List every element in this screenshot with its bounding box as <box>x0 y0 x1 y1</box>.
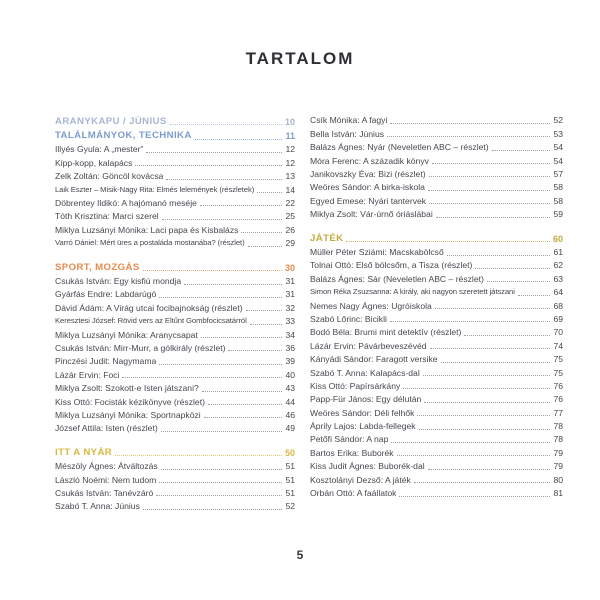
toc-page-ref: 62 <box>553 260 563 271</box>
toc-page-ref: 43 <box>285 383 295 394</box>
toc-entry-title: Csukás István: Mirr-Murr, a gólkirály (részlet) <box>55 342 226 353</box>
toc-entry-title: Móra Ferenc: A századik könyv <box>310 155 429 166</box>
dotted-leader <box>390 123 550 124</box>
toc-entry-row <box>310 378 563 391</box>
dotted-leader <box>403 388 550 389</box>
toc-page-ref: 58 <box>553 182 563 193</box>
toc-entry-title: Csukás István: Tanévzáró <box>55 487 154 498</box>
toc-page-ref: 50 <box>284 447 295 458</box>
toc-entry-row <box>55 313 295 326</box>
toc-page-ref: 46 <box>285 409 295 420</box>
toc-page-ref: 11 <box>285 131 295 141</box>
toc-entry-row <box>55 458 295 471</box>
toc-entry-row <box>55 393 295 406</box>
toc-page-ref: 76 <box>553 380 563 391</box>
toc-entry-title: Pinczési Judit: Nagymama <box>55 356 157 367</box>
toc-entry-row <box>55 471 295 484</box>
toc-entry-title: Csukás István: Egy kisfiú mondja <box>55 276 182 287</box>
dotted-leader <box>159 482 282 483</box>
toc-page-ref: 22 <box>285 197 295 208</box>
toc-entry-title: Miklya Zsolt: Vár-úrnő óriáslábai <box>310 209 433 220</box>
toc-entry-title: Weöres Sándor: A birka-iskola <box>310 182 425 193</box>
toc-page-ref: 76 <box>553 394 563 405</box>
toc-page-ref: 58 <box>553 195 563 206</box>
dotted-leader <box>475 268 550 269</box>
page-number: 5 <box>296 548 304 562</box>
toc-page-ref: 26 <box>285 224 295 235</box>
toc-entry-row <box>55 154 295 167</box>
toc-entry-row <box>310 324 563 337</box>
toc-page-ref: 32 <box>285 302 295 313</box>
toc-page-ref: 57 <box>553 168 563 179</box>
dotted-leader <box>184 284 282 285</box>
toc-page-ref: 70 <box>553 327 563 338</box>
toc-page-ref: 13 <box>285 171 295 182</box>
toc-page-ref: 30 <box>284 262 295 273</box>
dotted-leader <box>387 136 550 137</box>
toc-entry-title: Egyed Emese: Nyári tantervek <box>310 195 427 206</box>
toc-entry-row <box>310 112 563 125</box>
dotted-leader <box>161 469 283 470</box>
toc-entry-row <box>310 284 563 297</box>
toc-entry-title: Müller Péter Sziámi: Macskabölcső <box>310 247 444 258</box>
toc-entry-row <box>310 444 563 457</box>
toc-entry-row <box>310 485 563 498</box>
dotted-leader <box>346 241 550 242</box>
toc-page-ref: 51 <box>285 461 295 472</box>
toc-page-ref: 77 <box>553 407 563 418</box>
toc-page-ref: 69 <box>553 313 563 324</box>
toc-page-ref: 63 <box>553 273 563 284</box>
toc-section-row <box>310 229 563 244</box>
toc-page-ref: 54 <box>553 155 563 166</box>
dotted-leader <box>447 255 551 256</box>
toc-page-ref: 81 <box>553 488 563 499</box>
toc-entry-title: Varró Dániel: Mért üres a postaláda mostanába? (részlet) <box>55 238 245 248</box>
toc-entry-row <box>55 407 295 420</box>
dotted-leader <box>417 415 550 416</box>
toc-entry-title: Tóth Krisztina: Marci szerel <box>55 211 159 222</box>
dotted-leader <box>146 152 282 153</box>
toc-entry-row <box>310 311 563 324</box>
toc-entry-row <box>310 206 563 219</box>
dotted-leader <box>492 150 551 151</box>
dotted-leader <box>246 310 283 311</box>
toc-entry-row <box>55 353 295 366</box>
toc-entry-title: Papp-Für János: Egy délután <box>310 394 422 405</box>
toc-entry-row <box>55 485 295 498</box>
toc-entry-title: Szabó Lőrinc: Bicikli <box>310 313 387 324</box>
toc-entry-row <box>310 418 563 431</box>
dotted-leader <box>435 308 551 309</box>
toc-page-ref: 29 <box>285 238 295 249</box>
toc-page-ref: 78 <box>553 434 563 445</box>
dotted-leader <box>436 217 551 218</box>
toc-page-ref: 52 <box>285 501 295 512</box>
dotted-leader <box>202 391 283 392</box>
toc-page-ref: 75 <box>553 367 563 378</box>
toc-entry-row <box>310 431 563 444</box>
toc-page-ref: 49 <box>285 423 295 434</box>
toc-page-ref: 12 <box>285 144 295 155</box>
toc-entry-row <box>310 152 563 165</box>
toc-page-ref: 51 <box>285 487 295 498</box>
toc-entry-title: József Attila: Isten (részlet) <box>55 423 158 434</box>
dotted-leader <box>429 203 550 204</box>
toc-entry-row <box>310 192 563 205</box>
dotted-leader <box>430 348 551 349</box>
toc-page-ref: 80 <box>553 474 563 485</box>
toc-entry-row <box>310 244 563 257</box>
dotted-leader <box>414 482 551 483</box>
dotted-leader <box>390 321 551 322</box>
toc-entry-row <box>55 286 295 299</box>
toc-entry-title: Gyárfás Endre: Labdarúgó <box>55 289 157 300</box>
toc-section-row <box>55 258 295 273</box>
dotted-leader <box>166 179 282 180</box>
toc-page-ref: 51 <box>285 474 295 485</box>
dotted-leader <box>228 350 282 351</box>
toc-entry-title: Kiss Ottó: Papírsárkány <box>310 380 401 391</box>
toc-page-ref: 79 <box>553 447 563 458</box>
toc-entry-title: Miklya Luzsányi Mónika: Laci papa és Kisbalázs <box>55 224 239 235</box>
toc-entry-title: Miklya Luzsányi Mónika: Sportnapközi <box>55 409 201 420</box>
toc-page-ref: 14 <box>285 184 295 195</box>
toc-entry-row <box>55 141 295 154</box>
toc-page-ref: 31 <box>285 289 295 300</box>
toc-entry-row <box>310 270 563 283</box>
dotted-leader <box>399 496 550 497</box>
toc-page-ref: 54 <box>553 142 563 153</box>
toc-entry-row <box>310 458 563 471</box>
dotted-leader <box>143 509 283 510</box>
toc-entry-title: Dávid Ádám: A Virág utcai focibajnokság (részlet) <box>55 302 243 313</box>
dotted-leader <box>464 335 550 336</box>
toc-page-ref: 61 <box>553 247 563 258</box>
toc-column-right <box>310 112 563 511</box>
dotted-leader <box>156 495 282 496</box>
dotted-leader <box>391 442 550 443</box>
toc-entry-title: Bella István: Június <box>310 128 385 139</box>
dotted-leader <box>122 377 282 378</box>
dotted-leader <box>241 232 282 233</box>
toc-entry-title: Nemes Nagy Ágnes: Ugróiskola <box>310 300 432 311</box>
dotted-leader <box>135 165 282 166</box>
toc-page-ref: 34 <box>285 329 295 340</box>
dotted-leader <box>159 297 282 298</box>
toc-entry-title: Illyés Gyula: A „mester” <box>55 144 144 155</box>
toc-page-ref: 53 <box>553 128 563 139</box>
toc-entry-title: Miklya Luzsányi Mónika: Aranycsapat <box>55 329 198 340</box>
dotted-leader <box>170 124 282 125</box>
toc-entry-title: Keresztesi József: Rövid vers az Eltűnt Gombfocicsatárról <box>55 316 247 326</box>
dotted-leader <box>428 190 550 191</box>
toc-entry-title: Lázár Ervin: Foci <box>55 369 120 380</box>
dotted-leader <box>115 455 282 456</box>
toc-page-ref: 12 <box>285 157 295 168</box>
toc-entry-row <box>55 208 295 221</box>
dotted-leader <box>162 219 283 220</box>
table-of-contents <box>55 112 563 511</box>
toc-entry-title: Áprily Lajos: Labda-fellegek <box>310 421 416 432</box>
toc-entry-title: Miklya Zsolt: Szokott-e Isten játszani? <box>55 383 199 394</box>
toc-entry-row <box>310 166 563 179</box>
toc-entry-title: Simon Réka Zsuzsanna: A király, aki nagyon szeretett játszani <box>310 287 515 297</box>
toc-entry-row <box>55 168 295 181</box>
toc-entry-row <box>310 471 563 484</box>
toc-entry-title: Mészöly Ágnes: Átváltozás <box>55 461 158 472</box>
dotted-leader <box>419 429 551 430</box>
dotted-leader <box>195 139 283 140</box>
toc-page-ref: 59 <box>553 209 563 220</box>
dotted-leader <box>397 455 551 456</box>
toc-entry-row <box>55 366 295 379</box>
toc-section-title: TALÁLMÁNYOK, TECHNIKA <box>55 130 192 141</box>
toc-entry-row <box>55 326 295 339</box>
toc-page-ref: 75 <box>553 354 563 365</box>
dotted-leader <box>428 469 551 470</box>
dotted-leader <box>208 404 282 405</box>
toc-entry-title: Szabó T. Anna: Június <box>55 501 140 512</box>
toc-entry-title: Szabó T. Anna: Kalapács-dal <box>310 367 420 378</box>
toc-page-ref: 52 <box>553 115 563 126</box>
toc-entry-title: Tolnai Ottó: Első bölcsőm, a Tisza (részlet) <box>310 260 473 271</box>
toc-entry-title: Kiss Ottó: Focisták kézikönyve (részlet) <box>55 396 205 407</box>
dotted-leader <box>487 281 551 282</box>
dotted-leader <box>257 192 282 193</box>
toc-page-ref: 10 <box>284 116 295 127</box>
toc-entry-title: Kányádi Sándor: Faragott versike <box>310 354 438 365</box>
toc-entry-title: Janikovszky Éva: Bizi (részlet) <box>310 168 426 179</box>
toc-entry-row <box>55 420 295 433</box>
toc-entry-title: Balázs Ágnes: Sár (Neveletlen ABC – részlet) <box>310 273 484 284</box>
toc-page-ref: 36 <box>285 342 295 353</box>
toc-entry-row <box>310 337 563 350</box>
dotted-leader <box>143 270 282 271</box>
toc-page-ref: 40 <box>285 369 295 380</box>
toc-entry-title: László Noémi: Nem tudom <box>55 474 157 485</box>
toc-entry-title: Kipp-kopp, kalapács <box>55 157 133 168</box>
toc-entry-title: Lázár Ervin: Pávárbeveszévéd <box>310 340 427 351</box>
toc-entry-row <box>310 297 563 310</box>
toc-entry-title: Weöres Sándor: Déli felhők <box>310 407 415 418</box>
toc-section-title: JÁTÉK <box>310 232 344 244</box>
toc-section-title: ARANYKAPU / JÚNIUS <box>55 115 167 127</box>
dotted-leader <box>250 324 283 325</box>
toc-page-ref: 68 <box>553 300 563 311</box>
toc-section-row <box>55 112 295 127</box>
toc-entry-title: Laik Eszter – Misik-Nagy Rita: Elmés lelemények (részletek) <box>55 184 255 194</box>
toc-page-ref: 44 <box>285 396 295 407</box>
toc-section-title: SPORT, MOZGÁS <box>55 261 140 273</box>
toc-entry-row <box>310 351 563 364</box>
dotted-leader <box>518 295 551 296</box>
toc-entry-row <box>55 235 295 248</box>
toc-entry-title: Döbrentey Ildikó: A hajómanó meséje <box>55 197 197 208</box>
toc-entry-title: Kiss Judit Ágnes: Buborék-dal <box>310 461 425 472</box>
toc-section-row <box>55 443 295 458</box>
toc-entry-row <box>310 179 563 192</box>
dotted-leader <box>201 337 283 338</box>
toc-entry-title: Bartos Erika: Buborék <box>310 447 394 458</box>
dotted-leader <box>441 362 551 363</box>
toc-page-ref: 39 <box>285 356 295 367</box>
toc-entry-row <box>310 364 563 377</box>
toc-entry-row <box>310 257 563 270</box>
dotted-leader <box>423 375 551 376</box>
toc-entry-row <box>55 195 295 208</box>
toc-entry-row <box>55 299 295 312</box>
toc-entry-title: Balázs Ágnes: Nyár (Neveletlen ABC – részlet) <box>310 142 489 153</box>
page-title: TARTALOM <box>245 49 355 68</box>
dotted-leader <box>159 364 282 365</box>
toc-entry-row <box>55 340 295 353</box>
dotted-leader <box>429 176 551 177</box>
dotted-leader <box>204 417 283 418</box>
toc-column-left <box>55 112 295 511</box>
toc-page-ref: 78 <box>553 421 563 432</box>
dotted-leader <box>424 402 550 403</box>
toc-page-ref: 74 <box>553 340 563 351</box>
dotted-leader <box>248 246 283 247</box>
toc-entry-row <box>310 391 563 404</box>
toc-entry-title: Csík Mónika: A fagyi <box>310 115 388 126</box>
toc-entry-row <box>55 273 295 286</box>
toc-section-title: ITT A NYÁR <box>55 446 113 458</box>
toc-entry-title: Kosztolányi Dezső: A játék <box>310 474 411 485</box>
toc-page-ref: 25 <box>285 211 295 222</box>
dotted-leader <box>161 431 283 432</box>
toc-entry-title: Petőfi Sándor: A nap <box>310 434 389 445</box>
dotted-leader <box>432 163 551 164</box>
toc-entry-row <box>55 181 295 194</box>
toc-entry-row <box>310 404 563 417</box>
toc-page-ref: 31 <box>285 276 295 287</box>
dotted-leader <box>200 205 283 206</box>
toc-entry-row <box>55 380 295 393</box>
toc-entry-row <box>310 139 563 152</box>
toc-entry-row <box>310 125 563 138</box>
toc-entry-row <box>55 221 295 234</box>
toc-entry-title: Orbán Ottó: A faállatok <box>310 488 397 499</box>
toc-section-row <box>55 127 295 142</box>
toc-entry-title: Bodó Béla: Brumi mint detektív (részlet) <box>310 327 462 338</box>
toc-entry-row <box>55 498 295 511</box>
toc-page-ref: 79 <box>553 461 563 472</box>
toc-page-ref: 33 <box>285 316 295 327</box>
toc-page-ref: 64 <box>553 287 563 298</box>
toc-entry-title: Zelk Zoltán: Göncöl kovácsa <box>55 171 164 182</box>
toc-page-ref: 60 <box>552 233 563 244</box>
